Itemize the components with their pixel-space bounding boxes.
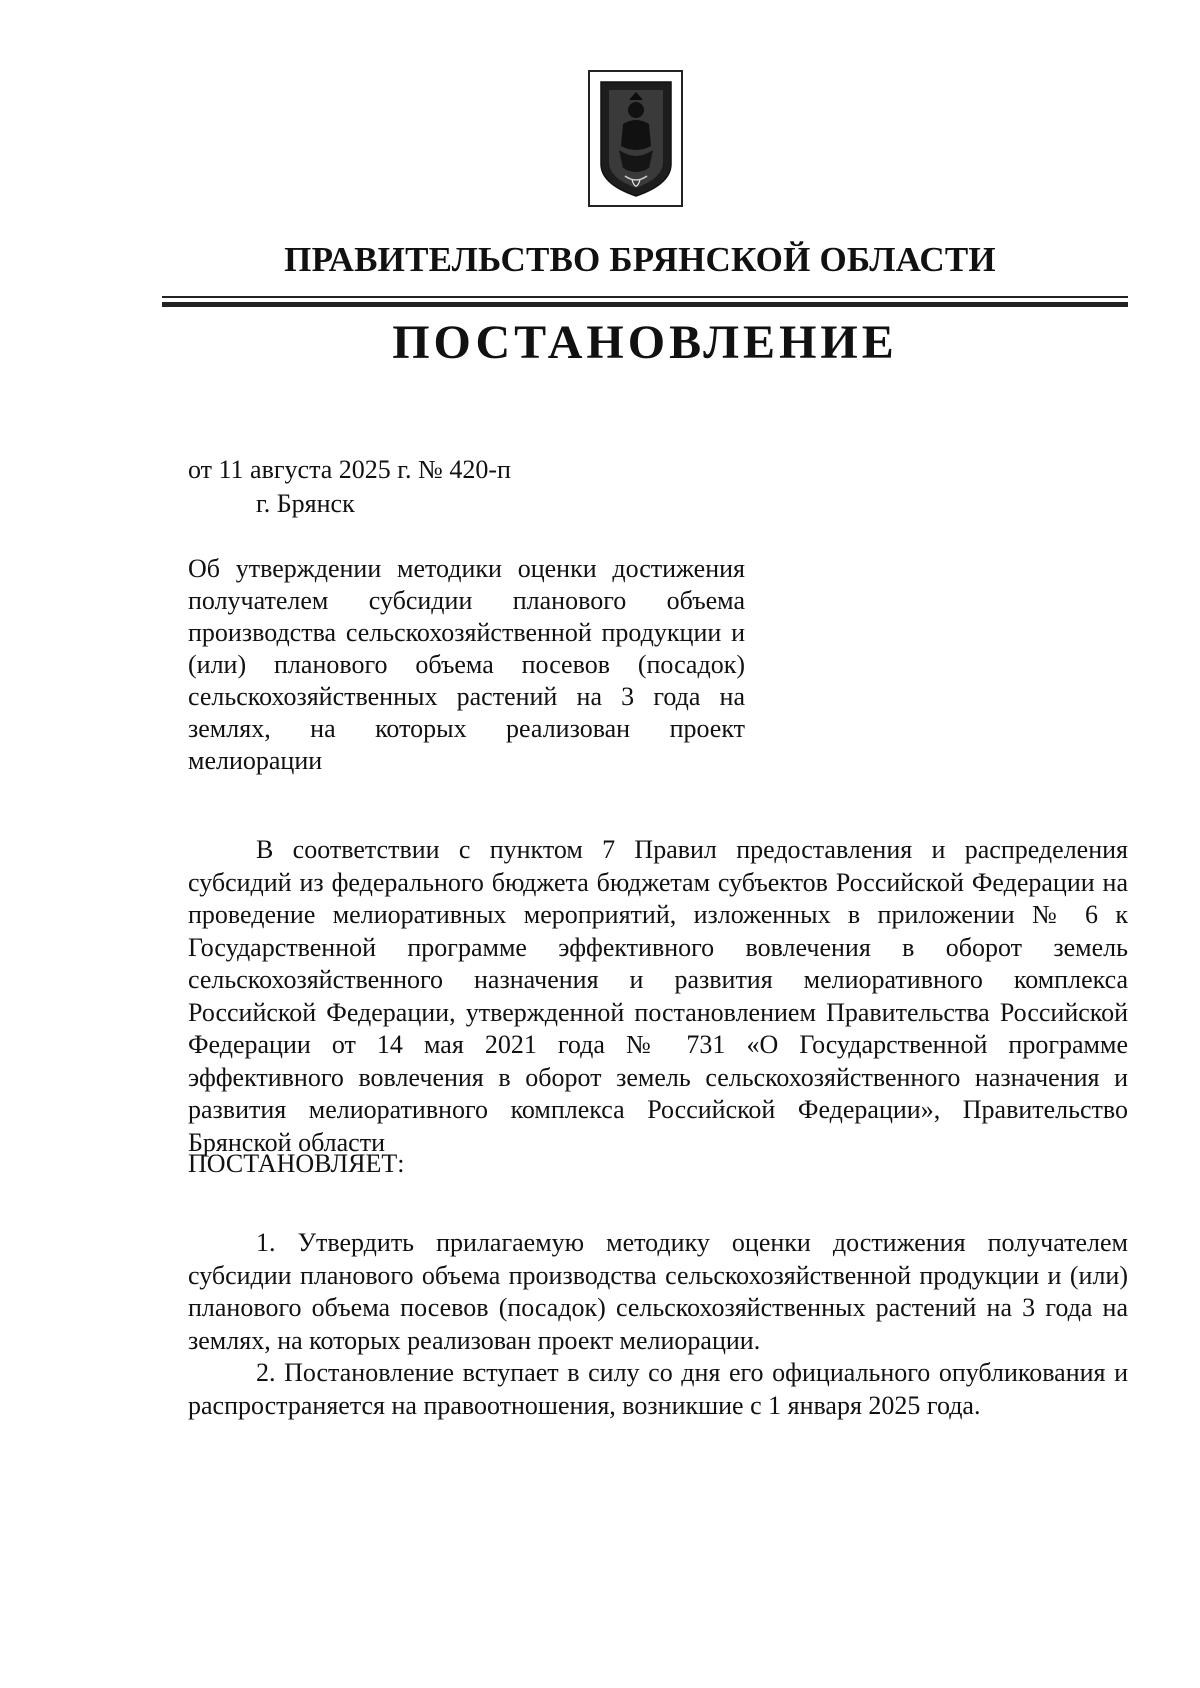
resolution-word-section — [188, 1148, 1128, 1181]
coat-of-arms-icon — [599, 80, 673, 198]
preamble-paragraph: В соответствии с пунктом 7 Правил предоставления и распределения субсидий из федерального бюджета бюджетам субъектов Российской Федерации на проведение мелиоративных мероприятий, изложенных в приложении № 6 к Государственной программе эффективного вовлечения в оборот земель сельскохозяйственного назначения и развития мелиоративного комплекса Российской Федерации, утвержденной постановлением Правительства Российской Федерации от 14 мая 2021 года № 731 «О Государственной программе эффективного вовлечения в оборот земель сельскохозяйственного назначения и развития мелиоративного комплекса Российской Федерации», Правительство Брянской области — [188, 835, 1128, 1157]
place-of-issue: г. Брянск — [256, 489, 355, 518]
organization-name: ПРАВИТЕЛЬСТВО БРЯНСКОЙ ОБЛАСТИ — [284, 240, 996, 279]
emblem-frame — [588, 70, 683, 207]
document-type-title: ПОСТАНОВЛЕНИЕ — [392, 316, 898, 369]
document-subject: Об утверждении методики оценки достижения получателем субсидии планового объема производства сельскохозяйственной продукции и (или) планового объема посевов (посадок) сельскохозяйственных растений на 3 года на землях, на которых реализован проект мелиорации — [188, 554, 745, 775]
header-rule-thick — [162, 302, 1128, 307]
resolution-items — [188, 1227, 1128, 1422]
resolution-item-2: 2. Постановление вступает в силу со дня его официального опубликования и распространяется на правоотношения, возникшие с 1 января 2025 года. — [188, 1358, 1128, 1420]
header-rule-thin — [162, 296, 1128, 298]
date-and-number: от 11 августа 2025 г. № 420-п — [188, 455, 511, 484]
preamble-section — [188, 834, 1128, 1159]
resolution-word: ПОСТАНОВЛЯЕТ: — [188, 1149, 405, 1178]
resolution-item-1: 1. Утвердить прилагаемую методику оценки достижения получателем субсидии планового объема производства сельскохозяйственной продукции и (или) планового объема посевов (посадок) сельскохозяйственных растений на 3 года на землях, на которых реализован проект мелиорации. — [188, 1228, 1128, 1355]
